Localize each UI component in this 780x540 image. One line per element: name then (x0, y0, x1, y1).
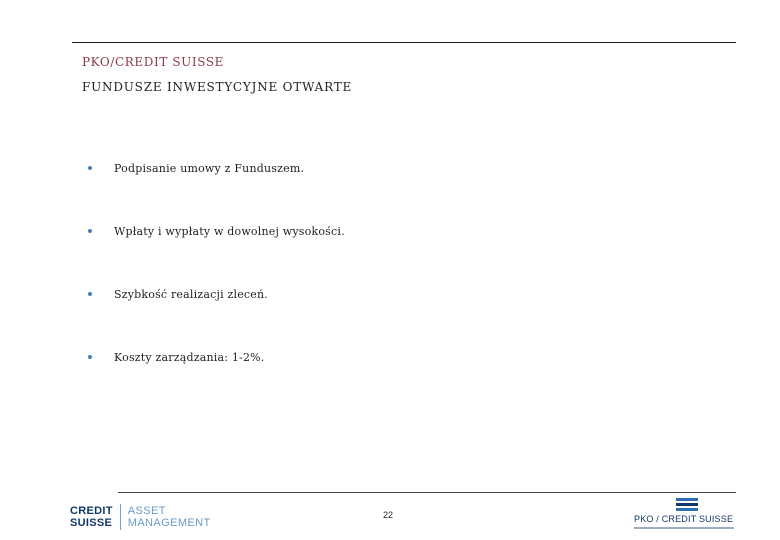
pko-logo-icon (676, 498, 698, 512)
list-item (88, 221, 345, 241)
list-item (88, 347, 345, 367)
top-divider (72, 42, 736, 43)
bullet-list (88, 158, 345, 410)
list-item (88, 284, 345, 304)
page-title: FUNDUSZE INWESTYCYJNE OTWARTE (82, 80, 353, 94)
logo-text-credit: CREDIT (70, 505, 113, 517)
bullet-icon (88, 229, 92, 233)
bullet-icon (88, 355, 92, 359)
bullet-text: Koszty zarządzania: 1-2%. (114, 350, 265, 364)
bullet-icon (88, 166, 92, 170)
pko-credit-suisse-logo (632, 498, 738, 534)
list-item (88, 158, 345, 178)
logo-text-asset: ASSET (127, 505, 166, 517)
logo-separator (120, 504, 121, 530)
pko-logo-underline (634, 527, 734, 529)
logo-text-suisse: SUISSE (70, 517, 113, 529)
bullet-text: Szybkość realizacji zleceń. (114, 287, 268, 301)
pko-logo-text: PKO / CREDIT SUISSE (634, 514, 734, 524)
bullet-text: Podpisanie umowy z Funduszem. (114, 161, 305, 175)
logo-text-management: MANAGEMENT (127, 517, 211, 529)
bullet-text: Wpłaty i wypłaty w dowolnej wysokości. (114, 224, 345, 238)
page-number: 22 (383, 510, 394, 520)
credit-suisse-asset-management-logo (70, 503, 211, 531)
bottom-divider (118, 492, 736, 493)
brand-label: PKO/CREDIT SUISSE (82, 55, 225, 69)
bullet-icon (88, 292, 92, 296)
